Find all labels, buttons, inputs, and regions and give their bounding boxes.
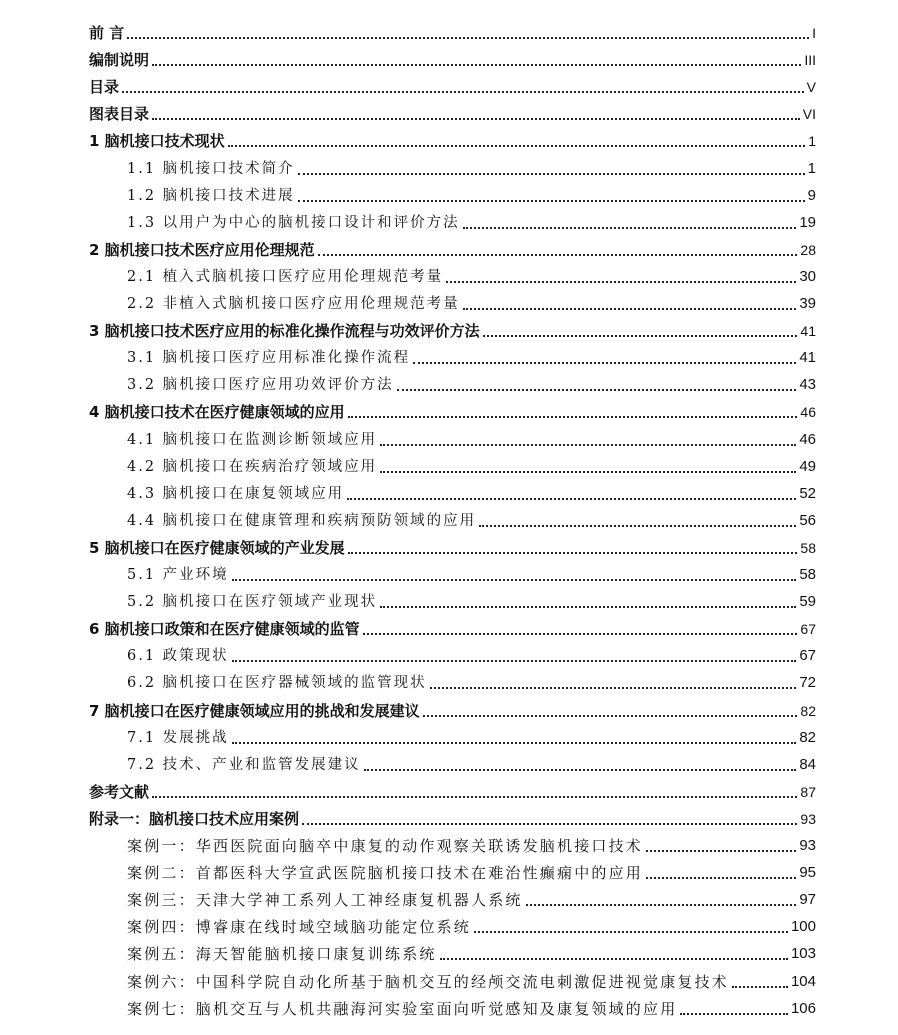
toc-entry[interactable] (89, 102, 816, 126)
dot-leader (446, 280, 796, 283)
toc-entry-title: 1.3 以用户为中心的脑机接口设计和评价方法 (127, 214, 460, 231)
toc-entry-page-number: 9 (807, 186, 816, 204)
toc-entry[interactable] (127, 590, 816, 614)
toc-entry-page-number: 30 (799, 267, 816, 285)
dot-leader (440, 957, 788, 960)
toc-entry-title: 2 脑机接口技术医疗应用伦理规范 (89, 240, 315, 259)
dot-leader (380, 470, 796, 473)
dot-leader (152, 795, 797, 798)
toc-entry[interactable] (127, 509, 816, 533)
toc-entry-title: 编制说明 (89, 51, 150, 70)
toc-entry-page-number: 82 (800, 702, 816, 719)
toc-entry-title: 案例五：海天智能脑机接口康复训练系统 (127, 945, 437, 964)
toc-entry[interactable] (127, 942, 816, 966)
toc-entry-title: 1 脑机接口技术现状 (89, 132, 225, 151)
toc-entry[interactable] (127, 753, 816, 777)
dot-leader (430, 686, 797, 689)
toc-entry[interactable] (89, 319, 816, 343)
toc-entry-title: 4.4 脑机接口在健康管理和疾病预防领域的应用 (127, 512, 477, 529)
dot-leader (318, 253, 798, 256)
toc-entry-page-number: VI (802, 106, 816, 123)
toc-entry[interactable] (127, 644, 816, 668)
toc-entry-page-number: 82 (799, 728, 816, 746)
toc-entry-title: 案例三：天津大学神工系列人工神经康复机器人系统 (127, 891, 523, 910)
toc-entry-page-number: 58 (800, 539, 816, 556)
toc-entry-page-number: 56 (799, 511, 816, 529)
toc-entry[interactable] (127, 997, 816, 1021)
dot-leader (380, 605, 796, 608)
dot-leader (483, 334, 798, 337)
toc-entry[interactable] (127, 211, 816, 235)
toc-entry-title: 6.2 脑机接口在医疗器械领域的监管现状 (127, 675, 427, 692)
toc-entry[interactable] (127, 726, 816, 750)
dot-leader (228, 144, 806, 147)
dot-leader (152, 117, 800, 120)
toc-entry-page-number: 46 (800, 404, 816, 421)
dot-leader (232, 578, 797, 581)
dot-leader (298, 199, 805, 202)
dot-leader (348, 551, 798, 554)
toc-entry-title: 6 脑机接口政策和在医疗健康领域的监管 (89, 620, 360, 639)
toc-entry-page-number: 103 (790, 945, 816, 963)
toc-entry-page-number: 106 (790, 999, 816, 1017)
toc-entry-title: 3.2 脑机接口医疗应用功效评价方法 (127, 377, 394, 394)
toc-entry-title: 5 脑机接口在医疗健康领域的产业发展 (89, 538, 345, 557)
toc-entry-title: 7.2 技术、产业和监管发展建议 (127, 756, 361, 773)
toc-entry[interactable] (89, 400, 816, 424)
dot-leader (348, 415, 798, 418)
toc-entry-title: 6.1 政策现状 (127, 648, 229, 665)
toc-entry-page-number: 58 (799, 566, 816, 583)
toc-entry[interactable] (127, 888, 816, 912)
toc-entry-title: 4.2 脑机接口在疾病治疗领域应用 (127, 458, 378, 475)
toc-entry-page-number: 72 (799, 674, 816, 692)
dot-leader (646, 849, 796, 852)
toc-entry[interactable] (127, 265, 816, 289)
toc-entry[interactable] (127, 861, 816, 885)
toc-entry-page-number: 87 (800, 783, 816, 800)
toc-entry-title: 目录 (89, 78, 120, 97)
toc-entry-title: 4.3 脑机接口在康复领域应用 (127, 485, 345, 502)
toc-entry[interactable] (127, 482, 816, 506)
toc-entry-page-number: 84 (799, 755, 816, 773)
dot-leader (364, 768, 797, 771)
toc-entry-page-number: 28 (800, 241, 816, 258)
toc-entry-title: 2.1 植入式脑机接口医疗应用伦理规范考量 (127, 268, 444, 285)
toc-entry-title: 案例七：脑机交互与人机共融海河实验室面向听觉感知及康复领域的应用 (127, 999, 678, 1018)
toc-entry-title: 7 脑机接口在医疗健康领域应用的挑战和发展建议 (89, 701, 420, 720)
dot-leader (397, 388, 797, 391)
toc-entry-page-number: 19 (799, 213, 816, 231)
dot-leader (152, 63, 801, 66)
toc-entry-page-number: 52 (799, 484, 816, 502)
dot-leader (463, 226, 797, 229)
toc-entry-page-number: 67 (799, 647, 816, 665)
toc-entry[interactable] (127, 184, 816, 208)
dot-leader (413, 361, 796, 364)
toc-entry[interactable] (89, 617, 816, 641)
dot-leader (127, 36, 809, 39)
toc-entry[interactable] (127, 834, 816, 858)
toc-entry[interactable] (89, 536, 816, 560)
toc-entry-title: 案例二：首都医科大学宣武医院脑机接口技术在难治性癫痫中的应用 (127, 864, 644, 883)
dot-leader (526, 903, 797, 906)
toc-entry[interactable] (89, 129, 816, 153)
dot-leader (347, 497, 796, 500)
toc-entry[interactable] (89, 238, 816, 262)
toc-entry-page-number: 1 (808, 133, 816, 150)
toc-entry-title: 3 脑机接口技术医疗应用的标准化操作流程与功效评价方法 (89, 322, 480, 341)
toc-entry-page-number: 41 (800, 323, 816, 340)
toc-entry-page-number: 93 (799, 837, 816, 854)
toc-entry[interactable] (127, 455, 816, 479)
dot-leader (463, 307, 797, 310)
toc-entry-page-number: V (806, 79, 816, 96)
dot-leader (302, 822, 797, 825)
toc-entry[interactable] (127, 373, 816, 397)
toc-entry-page-number: 41 (799, 349, 816, 367)
toc-entry-title: 4.1 脑机接口在监测诊断领域应用 (127, 431, 378, 448)
toc-entry-page-number: 67 (800, 621, 816, 638)
dot-leader (298, 172, 805, 175)
dot-leader (680, 1012, 788, 1015)
dot-leader (122, 90, 804, 93)
toc-entry-title: 案例一：华西医院面向脑卒中康复的动作观察关联诱发脑机接口技术 (127, 837, 644, 855)
toc-entry-page-number: 104 (790, 972, 816, 990)
toc-entry[interactable] (127, 292, 816, 316)
toc-entry[interactable] (89, 780, 816, 804)
dot-leader (363, 632, 798, 635)
dot-leader (380, 443, 796, 446)
dot-leader (232, 741, 797, 744)
toc-entry-title: 5.1 产业环境 (127, 567, 229, 583)
toc-entry-page-number: III (804, 52, 816, 69)
dot-leader (474, 930, 788, 933)
toc-entry-title: 2.2 非植入式脑机接口医疗应用伦理规范考量 (127, 296, 460, 312)
toc-entry-title: 附录一：脑机接口技术应用案例 (89, 809, 300, 828)
toc-entry-page-number: 39 (799, 295, 816, 312)
toc-entry-title: 案例四：博睿康在线时域空域脑功能定位系统 (127, 918, 472, 937)
toc-entry-title: 案例六：中国科学院自动化所基于脑机交互的经颅交流电刺激促进视觉康复技术 (127, 972, 730, 991)
toc-entry-title: 图表目录 (89, 105, 150, 124)
toc-entry[interactable] (89, 75, 816, 99)
toc-entry-page-number: 59 (799, 593, 816, 611)
dot-leader (646, 876, 796, 879)
toc-entry-page-number: 97 (799, 891, 816, 909)
toc-entry-page-number: 93 (800, 810, 816, 827)
dot-leader (423, 714, 798, 717)
toc-entry[interactable] (89, 699, 816, 723)
toc-entry-title: 7.1 发展挑战 (127, 729, 229, 746)
toc-entry-page-number: 46 (799, 430, 816, 448)
toc-entry[interactable] (127, 157, 816, 181)
toc-entry-title: 1.1 脑机接口技术简介 (127, 160, 295, 177)
toc-entry-title: 1.2 脑机接口技术进展 (127, 187, 295, 204)
toc-entry-title: 前 言 (89, 24, 125, 42)
dot-leader (479, 524, 796, 527)
toc-entry-page-number: I (812, 25, 816, 41)
toc-entry[interactable] (127, 346, 816, 370)
toc-entry[interactable] (127, 563, 816, 587)
dot-leader (232, 659, 797, 662)
toc-entry-title: 4 脑机接口技术在医疗健康领域的应用 (89, 403, 345, 422)
toc-entry[interactable] (127, 428, 816, 452)
toc-entry-page-number: 1 (807, 159, 816, 177)
toc-entry-title: 参考文献 (89, 782, 150, 801)
toc-entry[interactable] (89, 48, 816, 72)
toc-entry[interactable] (127, 915, 816, 939)
toc-entry[interactable] (127, 671, 816, 695)
toc-entry[interactable] (89, 807, 816, 831)
toc-entry-page-number: 43 (799, 376, 816, 394)
dot-leader (732, 985, 788, 988)
toc-entry-page-number: 49 (799, 457, 816, 475)
toc-entry-page-number: 95 (799, 864, 816, 882)
toc-entry[interactable] (89, 21, 816, 45)
toc-entry-title: 5.2 脑机接口在医疗领域产业现状 (127, 594, 378, 611)
toc-entry-page-number: 100 (790, 918, 816, 936)
toc-entry[interactable] (127, 970, 816, 994)
toc-entry-title: 3.1 脑机接口医疗应用标准化操作流程 (127, 350, 411, 367)
